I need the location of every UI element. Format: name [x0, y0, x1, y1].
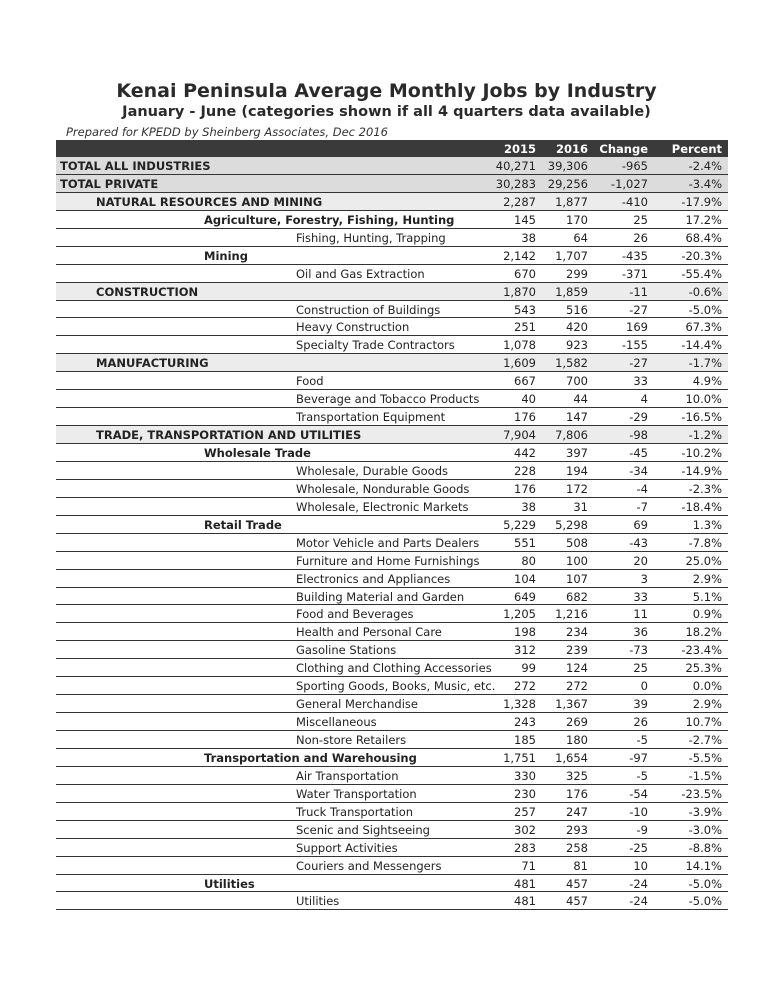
table-row [56, 193, 728, 211]
cell-change: -45 [629, 446, 648, 460]
cell-2015: 1,751 [503, 750, 536, 765]
table-row [56, 426, 728, 444]
cell-2015: 145 [514, 212, 536, 227]
table-row [56, 803, 728, 821]
cell-change: -7 [636, 499, 648, 514]
table-row [56, 731, 728, 749]
row-label: Air Transportation [296, 768, 399, 783]
cell-2016: 1,859 [555, 284, 588, 299]
row-label: Couriers and Messengers [296, 858, 442, 873]
cell-change: -410 [621, 194, 648, 209]
cell-percent: -3.0% [688, 822, 722, 837]
row-label: Food [296, 374, 324, 389]
table-row [56, 767, 728, 785]
cell-percent: 25.0% [685, 553, 722, 568]
cell-2015: 5,229 [503, 517, 536, 532]
row-label: Wholesale, Durable Goods [296, 463, 449, 478]
cell-2015: 481 [514, 876, 536, 891]
cell-2016: 397 [566, 446, 588, 460]
cell-change: -155 [621, 338, 648, 353]
cell-2015: 2,287 [503, 194, 536, 209]
cell-percent: -5.5% [688, 750, 722, 765]
table-row [56, 175, 728, 193]
row-label: Truck Transportation [296, 804, 414, 819]
page-title: Kenai Peninsula Average Monthly Jobs by Industry [116, 80, 657, 102]
row-label: Clothing and Clothing Accessories [296, 661, 492, 676]
row-label: Wholesale, Nondurable Goods [296, 481, 470, 496]
cell-2016: 5,298 [555, 517, 588, 532]
cell-2016: 1,654 [555, 750, 588, 765]
cell-percent: 4.9% [692, 374, 722, 389]
cell-2016: 180 [566, 733, 588, 747]
cell-change: 33 [633, 374, 648, 389]
row-label: Wholesale, Electronic Markets [296, 499, 469, 514]
cell-change: 25 [633, 212, 648, 227]
table-row [56, 336, 728, 354]
cell-2016: 239 [566, 643, 588, 658]
cell-2015: 670 [514, 266, 536, 281]
page-subtitle: January - June (categories shown if all 4 quarters data available) [122, 104, 651, 120]
cell-2016: 293 [566, 822, 588, 837]
cell-2015: 185 [514, 733, 536, 747]
row-label: Heavy Construction [296, 320, 410, 335]
cell-2016: 269 [566, 715, 588, 730]
table-row [56, 390, 728, 408]
cell-2015: 1,205 [503, 607, 536, 622]
cell-2016: 508 [566, 535, 588, 550]
cell-2016: 31 [573, 499, 588, 514]
cell-change: 25 [633, 661, 648, 676]
row-label: Utilities [296, 894, 340, 909]
cell-change: 33 [633, 589, 648, 604]
cell-change: -25 [629, 840, 648, 855]
cell-2015: 551 [514, 535, 536, 550]
cell-change: -29 [629, 410, 648, 425]
cell-2015: 312 [514, 643, 536, 658]
table-body [56, 157, 728, 910]
table-row [56, 749, 728, 767]
cell-2015: 1,870 [503, 284, 536, 299]
cell-2016: 81 [573, 858, 588, 873]
cell-2015: 176 [514, 481, 536, 496]
cell-percent: -2.7% [688, 733, 722, 747]
cell-2016: 272 [566, 679, 588, 694]
table-row [56, 211, 728, 229]
cell-percent: -23.4% [681, 643, 722, 658]
cell-change: -27 [629, 356, 648, 371]
cell-change: -43 [629, 535, 648, 550]
cell-2015: 7,904 [503, 428, 536, 443]
row-label: TOTAL ALL INDUSTRIES [60, 159, 211, 173]
table-row [56, 695, 728, 713]
cell-2015: 272 [514, 679, 536, 694]
cell-percent: 17.2% [685, 212, 722, 227]
cell-2016: 923 [566, 338, 588, 353]
header-percent: Percent [671, 142, 722, 156]
cell-change: -435 [621, 248, 648, 263]
header-2016: 2016 [555, 142, 588, 156]
cell-2016: 7,806 [555, 428, 588, 443]
table-row [56, 408, 728, 426]
row-label: TRADE, TRANSPORTATION AND UTILITIES [96, 428, 362, 443]
cell-2016: 170 [566, 212, 588, 227]
cell-2015: 104 [514, 571, 536, 586]
cell-2015: 543 [514, 302, 536, 317]
cell-change: 11 [633, 607, 648, 622]
row-label: Building Material and Garden [296, 589, 465, 604]
cell-2016: 29,256 [547, 176, 588, 191]
cell-2016: 234 [566, 625, 588, 640]
table-row [56, 462, 728, 480]
table-row [56, 283, 728, 301]
cell-percent: -3.9% [688, 804, 722, 819]
row-label: Electronics and Appliances [296, 571, 451, 586]
row-label: MANUFACTURING [96, 356, 209, 371]
cell-2015: 2,142 [503, 248, 536, 263]
cell-percent: 68.4% [685, 230, 722, 245]
table-row [56, 857, 728, 875]
row-label: Specialty Trade Contractors [296, 338, 455, 353]
row-label: Water Transportation [296, 786, 417, 801]
cell-percent: 0.0% [692, 679, 722, 694]
table-row [56, 713, 728, 731]
cell-percent: -5.0% [688, 876, 722, 891]
cell-2016: 172 [566, 481, 588, 496]
cell-change: -97 [629, 750, 648, 765]
cell-percent: -1.7% [688, 356, 722, 371]
cell-percent: 14.1% [685, 858, 722, 873]
table-row [56, 570, 728, 588]
cell-change: 10 [633, 858, 648, 873]
prepared-by-note: Prepared for KPEDD by Sheinberg Associates, Dec 2016 [66, 125, 388, 139]
cell-percent: -3.4% [688, 176, 722, 191]
cell-percent: 10.0% [685, 392, 722, 407]
row-label: Support Activities [296, 840, 398, 855]
cell-2015: 40,271 [495, 159, 536, 173]
cell-percent: -23.5% [681, 786, 722, 801]
cell-change: -98 [629, 428, 648, 443]
row-label: Furniture and Home Furnishings [296, 553, 480, 568]
table-row [56, 265, 728, 283]
cell-percent: -0.6% [688, 284, 722, 299]
cell-change: -5 [636, 733, 648, 747]
row-label: NATURAL RESOURCES AND MINING [96, 194, 323, 209]
cell-change: -54 [629, 786, 648, 801]
cell-change: -24 [629, 894, 648, 909]
row-label: CONSTRUCTION [96, 284, 199, 299]
cell-percent: 2.9% [692, 571, 722, 586]
row-label: Motor Vehicle and Parts Dealers [296, 535, 480, 550]
cell-change: -11 [629, 284, 648, 299]
table-row [56, 588, 728, 606]
cell-2016: 176 [566, 786, 588, 801]
cell-2016: 64 [573, 230, 588, 245]
cell-2016: 194 [566, 463, 588, 478]
table-row [56, 444, 728, 462]
row-label: Wholesale Trade [204, 446, 311, 460]
cell-percent: -14.4% [681, 338, 722, 353]
cell-2015: 243 [514, 715, 536, 730]
cell-2015: 330 [514, 768, 536, 783]
cell-2015: 198 [514, 625, 536, 640]
cell-2016: 258 [566, 840, 588, 855]
table-row [56, 247, 728, 265]
table-row [56, 301, 728, 319]
cell-2016: 457 [566, 894, 588, 909]
cell-percent: 5.1% [692, 589, 722, 604]
cell-2016: 700 [566, 374, 588, 389]
cell-2015: 71 [521, 858, 536, 873]
table-row [56, 641, 728, 659]
row-label: Miscellaneous [296, 715, 377, 730]
row-label: Agriculture, Forestry, Fishing, Hunting [204, 212, 455, 227]
table-row [56, 498, 728, 516]
cell-change: -1,027 [610, 176, 648, 191]
cell-2015: 38 [521, 499, 536, 514]
table-row [56, 839, 728, 857]
table-row [56, 605, 728, 623]
cell-2015: 442 [514, 446, 536, 460]
cell-2016: 1,582 [555, 356, 588, 371]
cell-2016: 107 [566, 571, 588, 586]
row-label: Oil and Gas Extraction [296, 266, 425, 281]
cell-percent: -2.3% [688, 481, 722, 496]
cell-2016: 44 [573, 392, 588, 407]
cell-2015: 481 [514, 894, 536, 909]
header-2015: 2015 [503, 142, 536, 156]
cell-percent: 0.9% [692, 607, 722, 622]
cell-change: -371 [621, 266, 648, 281]
cell-change: -73 [629, 643, 648, 658]
cell-2015: 38 [521, 230, 536, 245]
cell-change: -34 [629, 463, 648, 478]
cell-percent: -5.0% [688, 894, 722, 909]
cell-2015: 1,609 [503, 356, 536, 371]
row-label: Fishing, Hunting, Trapping [296, 230, 446, 245]
table-row [56, 785, 728, 803]
cell-2015: 230 [514, 786, 536, 801]
row-label: Health and Personal Care [296, 625, 442, 640]
table-row [56, 821, 728, 839]
cell-percent: -18.4% [681, 499, 722, 514]
cell-2016: 1,877 [555, 194, 588, 209]
cell-change: 169 [626, 320, 648, 335]
cell-change: -5 [636, 768, 648, 783]
cell-change: 26 [633, 230, 648, 245]
cell-percent: 2.9% [692, 697, 722, 712]
cell-percent: -16.5% [681, 410, 722, 425]
row-label: Food and Beverages [296, 607, 414, 622]
cell-change: -27 [629, 302, 648, 317]
cell-2015: 1,078 [503, 338, 536, 353]
cell-2016: 682 [566, 589, 588, 604]
cell-2015: 228 [514, 463, 536, 478]
cell-2015: 302 [514, 822, 536, 837]
table-row [56, 623, 728, 641]
cell-2016: 39,306 [547, 159, 588, 173]
cell-2015: 40 [521, 392, 536, 407]
row-label: Gasoline Stations [296, 643, 397, 658]
row-label: Transportation Equipment [296, 410, 446, 425]
cell-percent: -10.2% [681, 446, 722, 460]
cell-change: 69 [633, 517, 648, 532]
table-header [56, 140, 728, 157]
cell-2016: 516 [566, 302, 588, 317]
cell-percent: -1.2% [688, 428, 722, 443]
cell-change: 26 [633, 715, 648, 730]
row-label: Non-store Retailers [296, 733, 407, 747]
cell-percent: -1.5% [688, 768, 722, 783]
cell-2015: 1,328 [503, 697, 536, 712]
cell-2016: 100 [566, 553, 588, 568]
cell-change: -10 [629, 804, 648, 819]
cell-2015: 176 [514, 410, 536, 425]
cell-change: 4 [640, 392, 648, 407]
row-label: Beverage and Tobacco Products [296, 392, 480, 407]
cell-percent: 67.3% [685, 320, 722, 335]
table-row [56, 892, 728, 910]
cell-change: -9 [636, 822, 648, 837]
cell-2016: 1,707 [555, 248, 588, 263]
cell-percent: -5.0% [688, 302, 722, 317]
cell-2015: 649 [514, 589, 536, 604]
cell-percent: -8.8% [688, 840, 722, 855]
table-row [56, 372, 728, 390]
table-row [56, 677, 728, 695]
cell-2015: 99 [521, 661, 536, 676]
row-label: General Merchandise [296, 697, 418, 712]
cell-2015: 30,283 [495, 176, 536, 191]
row-label: Construction of Buildings [296, 302, 441, 317]
table-row [56, 354, 728, 372]
cell-percent: 1.3% [692, 517, 722, 532]
cell-change: 0 [640, 679, 648, 694]
row-label: Retail Trade [204, 517, 282, 532]
cell-2016: 147 [566, 410, 588, 425]
cell-change: 39 [633, 697, 648, 712]
cell-change: -4 [636, 481, 648, 496]
cell-2015: 251 [514, 320, 536, 335]
cell-2015: 667 [514, 374, 536, 389]
row-label: Utilities [204, 876, 255, 891]
cell-change: -24 [629, 876, 648, 891]
cell-percent: 10.7% [685, 715, 722, 730]
cell-change: -965 [621, 159, 648, 173]
table-row [56, 229, 728, 247]
cell-2015: 257 [514, 804, 536, 819]
table-row [56, 516, 728, 534]
cell-percent: -7.8% [688, 535, 722, 550]
cell-2015: 283 [514, 840, 536, 855]
cell-2015: 80 [521, 553, 536, 568]
cell-2016: 325 [566, 768, 588, 783]
row-label: Sporting Goods, Books, Music, etc. [296, 679, 496, 694]
cell-percent: -2.4% [688, 159, 722, 173]
cell-2016: 1,367 [555, 697, 588, 712]
table-row [56, 157, 728, 175]
cell-percent: -55.4% [681, 266, 722, 281]
table-row [56, 480, 728, 498]
cell-2016: 124 [566, 661, 588, 676]
cell-2016: 1,216 [555, 607, 588, 622]
row-label: Transportation and Warehousing [204, 750, 417, 765]
row-label: Mining [204, 248, 248, 263]
cell-change: 36 [633, 625, 648, 640]
row-label: TOTAL PRIVATE [60, 176, 159, 191]
cell-2016: 299 [566, 266, 588, 281]
cell-2016: 457 [566, 876, 588, 891]
cell-change: 20 [633, 553, 648, 568]
table-row [56, 534, 728, 552]
table-row [56, 659, 728, 677]
cell-2016: 247 [566, 804, 588, 819]
jobs-table [56, 140, 728, 910]
cell-percent: -20.3% [681, 248, 722, 263]
cell-percent: -14.9% [681, 463, 722, 478]
row-label: Scenic and Sightseeing [296, 822, 430, 837]
table-row [56, 318, 728, 336]
cell-percent: -17.9% [681, 194, 722, 209]
table-row [56, 875, 728, 893]
cell-percent: 18.2% [685, 625, 722, 640]
cell-2016: 420 [566, 320, 588, 335]
cell-percent: 25.3% [685, 661, 722, 676]
table-row [56, 552, 728, 570]
cell-change: 3 [640, 571, 648, 586]
header-change: Change [599, 142, 648, 156]
